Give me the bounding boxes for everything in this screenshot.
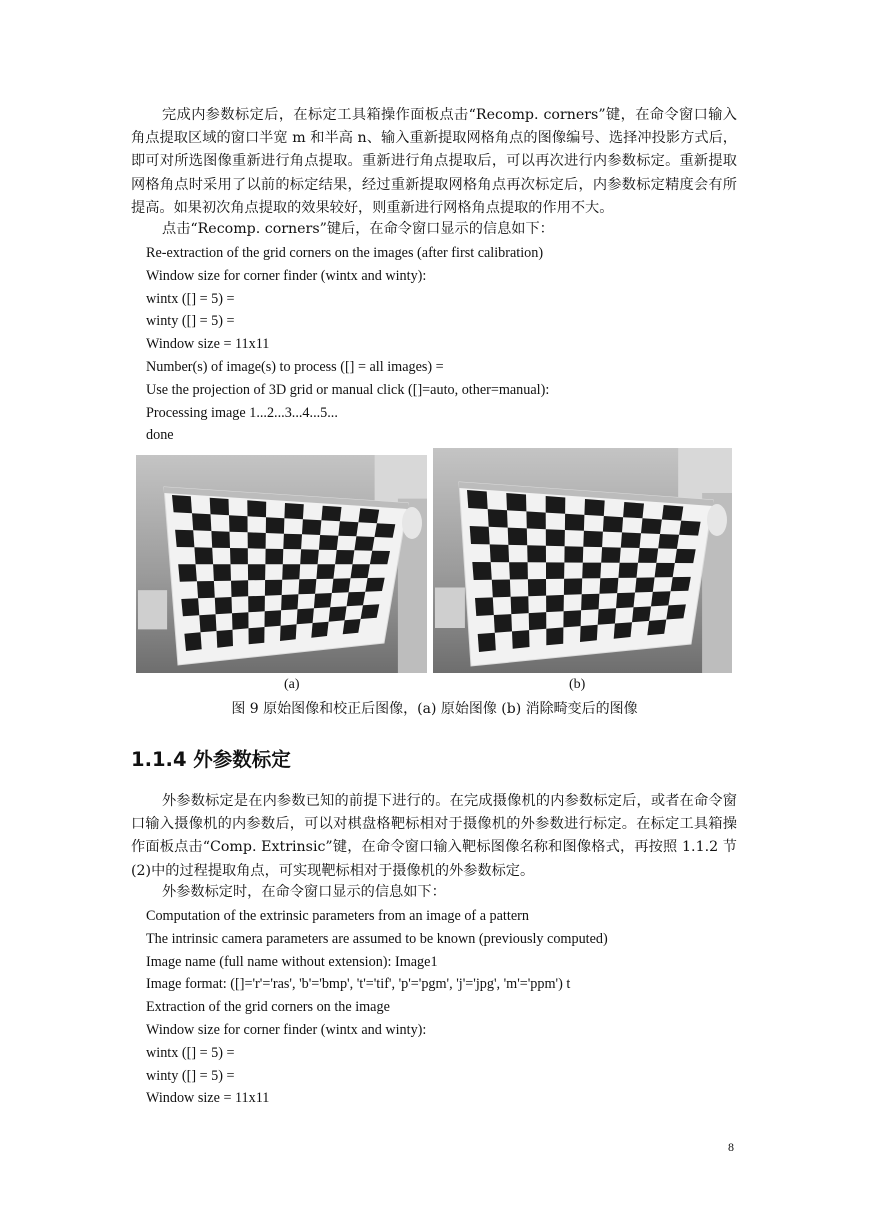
- console-line: Window size for corner finder (wintx and winty):: [146, 267, 427, 284]
- checkerboard-photo-original: [136, 455, 427, 673]
- checkerboard-image-a: [136, 455, 427, 673]
- paragraph-extrinsic-console-intro: 外参数标定时，在命令窗口显示的信息如下：: [162, 884, 446, 900]
- console-line: The intrinsic camera parameters are assumed to be known (previously computed): [146, 930, 608, 947]
- console-line: Re-extraction of the grid corners on the images (after first calibration): [146, 245, 544, 261]
- console-line: wintx ([] = 5) =: [146, 1044, 235, 1061]
- console-line: Window size for corner finder (wintx and winty):: [146, 1021, 427, 1038]
- figure-label-b: (b): [569, 677, 586, 692]
- paragraph-extrinsic-intro: 外参数标定是在内参数已知的前提下进行的。在完成摄像机的内参数标定后，或者在命令窗口输入摄像机的内参数后，可以对棋盘格靶标相对于摄像机的外参数进行标定。在标定工具箱操作面板点击“Comp. Extrinsic”键，在命令窗口输入靶标图像名称和图像格式，再按照 1.1.2 节(2)中的过程提取角点，可实现靶标相对于摄像机的外参数标定。: [131, 793, 737, 879]
- console-line: wintx ([] = 5) =: [146, 290, 235, 307]
- console-line: winty ([] = 5) =: [146, 313, 235, 330]
- console-line: done: [146, 427, 174, 444]
- console-line: Image name (full name without extension): Image1: [146, 953, 438, 970]
- console-output-extrinsic: [146, 905, 608, 1110]
- console-line: Extraction of the grid corners on the image: [146, 999, 390, 1016]
- page-number: 8: [728, 1140, 734, 1154]
- console-output-recomp: [146, 242, 549, 447]
- console-line: Number(s) of image(s) to process ([] = all images) =: [146, 358, 444, 375]
- paragraph-recomp-intro: 点击“Recomp. corners”键后，在命令窗口显示的信息如下：: [162, 221, 554, 237]
- console-line: Image format: ([]='r'='ras', 'b'='bmp', 't'='tif', 'p'='pgm', 'j'='jpg', 'm'='ppm') t: [146, 976, 571, 993]
- console-line: Window size = 11x11: [146, 1090, 270, 1107]
- figure-label-a: (a): [284, 677, 300, 692]
- checkerboard-image-b: [433, 448, 732, 673]
- figure-caption: 图 9 原始图像和校正后图像，(a) 原始图像 (b) 消除畸变后的图像: [231, 701, 638, 717]
- console-line: Window size = 11x11: [146, 336, 270, 353]
- checkerboard-photo-undistorted: [433, 448, 732, 673]
- section-heading: 1.1.4 外参数标定: [131, 748, 291, 771]
- paragraph-intrinsic-recalibration: 完成内参数标定后，在标定工具箱操作面板点击“Recomp. corners”键，在命令窗口输入角点提取区域的窗口半宽 m 和半高 n、输入重新提取网格角点的图像编号、选择冲投影方式后，即可对所选图像重新进行角点提取。重新进行角点提取后，可以再次进行内参数标定。重新提取网格角点时采用了以前的标定结果，经过重新提取网格角点再次标定后，内参数标定精度会有所提高。如果初次角点提取的效果较好，则重新进行网格角点提取的作用不大。: [131, 107, 737, 216]
- console-line: Processing image 1...2...3...4...5...: [146, 404, 338, 421]
- console-line: Use the projection of 3D grid or manual click ([]=auto, other=manual):: [146, 381, 550, 398]
- console-line: winty ([] = 5) =: [146, 1067, 235, 1084]
- console-line: Computation of the extrinsic parameters from an image of a pattern: [146, 908, 529, 924]
